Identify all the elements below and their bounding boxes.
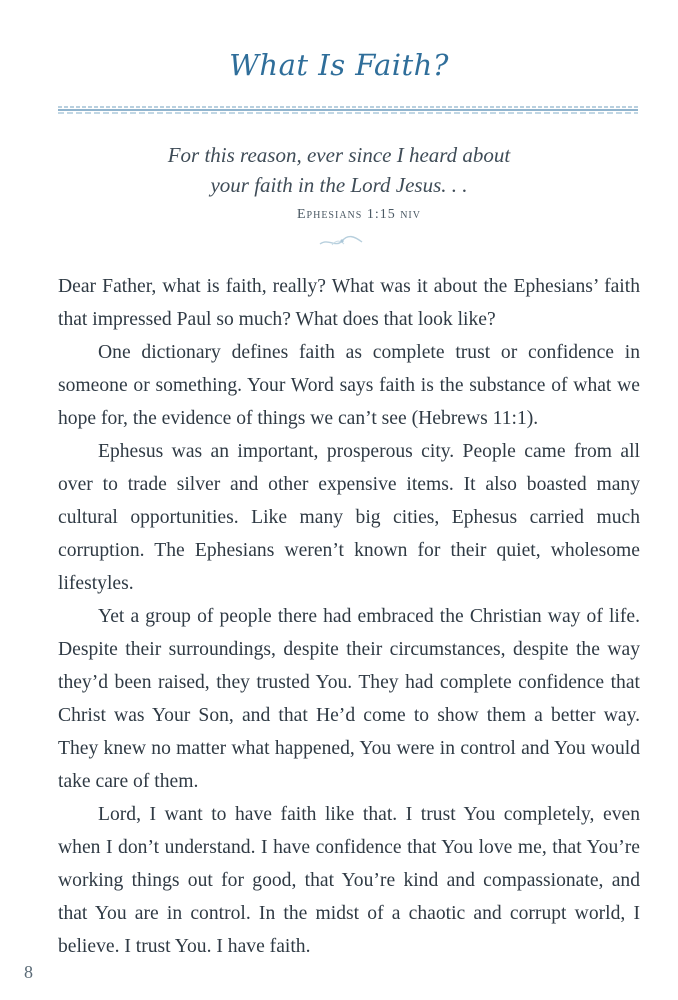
body-text [58,270,640,963]
page-title: What Is Faith? [229,48,449,82]
paragraph: Yet a group of people there had embraced the Christian way of life. Despite their surroundings, despite their circumstances, despite the way they’d been raised, they trusted You. They had complete confidence that Christ was Your Son, and that He’d come to show them a better way. They knew no matter what happened, You were in control and You would take care of them. [58,606,640,792]
page-number: 8 [24,962,33,982]
paragraph: Ephesus was an important, prosperous city. People came from all over to trade silver and other expensive items. It also boasted many cultural opportunities. Like many big cities, Ephesus carried much corruption. The Ephesians weren’t known for their quiet, wholesome lifestyles. [58,441,640,594]
verse-line: For this reason, ever since I heard about [167,143,511,167]
verse-reference: Ephesians 1:15 niv [296,207,421,222]
paragraph: Lord, I want to have faith like that. I trust You completely, even when I don’t understand. I have confidence that You love me, that You’re working things out for good, that You’re kind and compassionate, and that You are in control. In the midst of a chaotic and corrupt world, I believe. I trust You. I have faith. [58,804,640,957]
verse-line: your faith in the Lord Jesus. . . [210,173,468,197]
scripture-quote [0,140,678,228]
flourish-ornament-icon [318,232,364,252]
paragraph: One dictionary defines faith as complete trust or confidence in someone or something. Your Word says faith is the substance of what we hope for, the evidence of things we can’t see (Hebrews 11:1). [58,342,640,429]
paragraph: Dear Father, what is faith, really? What was it about the Ephesians’ faith that impressed Paul so much? What does that look like? [58,276,640,330]
decorative-rule-icon [58,104,638,116]
